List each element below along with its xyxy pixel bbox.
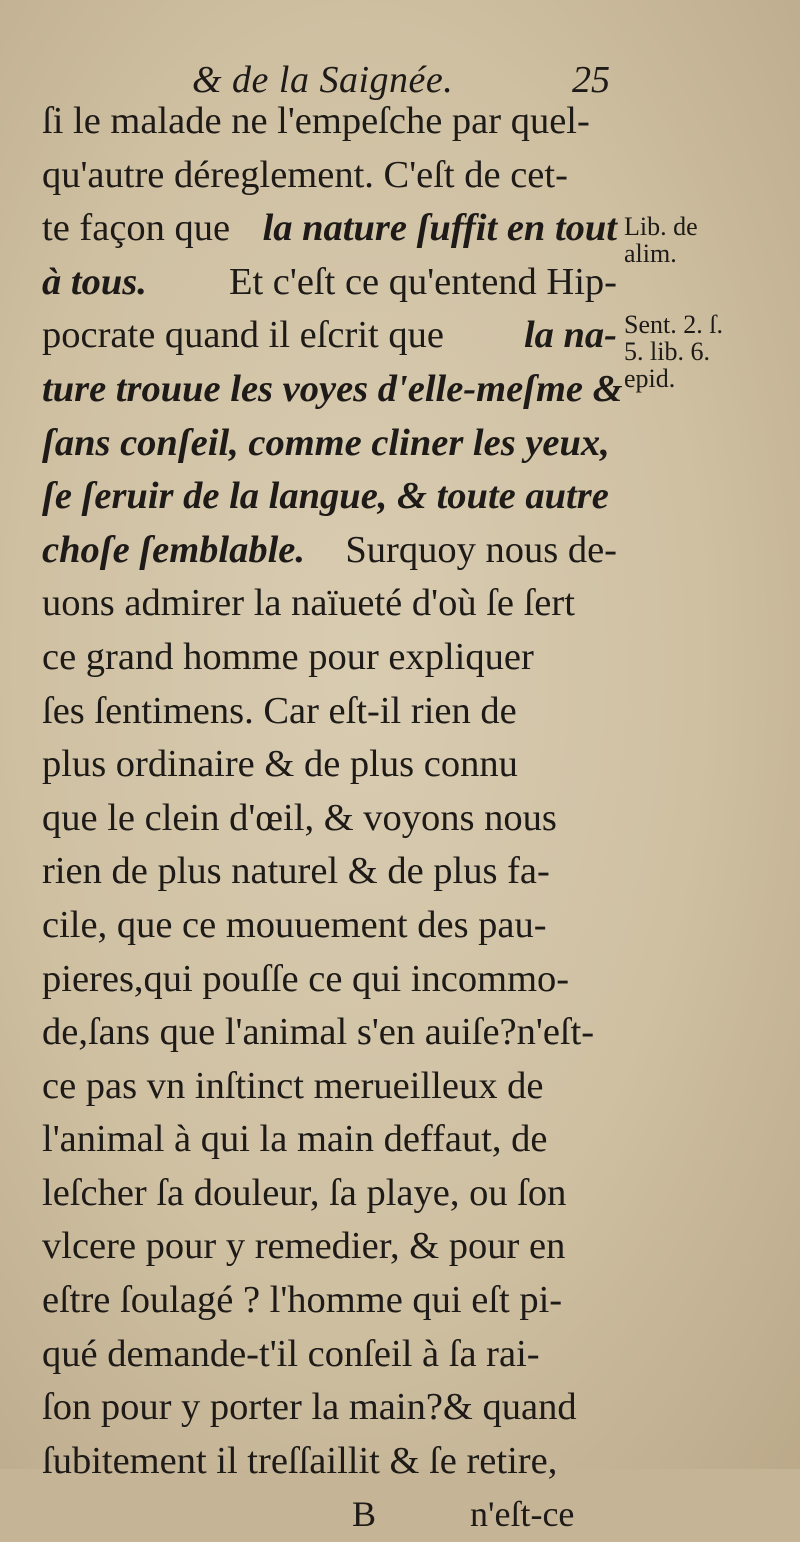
running-title: & de la Saignée.: [192, 59, 454, 101]
text-line: que le clein d'œil, & voyons nous: [42, 796, 557, 839]
body-text: [42, 95, 623, 1542]
footer-line: [42, 1488, 617, 1542]
text-line: ſe ſeruir de la langue, & toute autre: [42, 475, 609, 518]
text-line: ce grand homme pour expliquer: [42, 635, 534, 678]
margin-note-sent: Sent. 2. ſ. 5. lib. 6. epid.: [624, 310, 723, 393]
text-line: qué demande-t'il conſeil à ſa rai-: [42, 1332, 540, 1375]
text-line: ſans conſeil, comme cliner les yeux,: [42, 421, 610, 464]
text-line: ture trouue les voyes d'elle-meſme &: [42, 367, 623, 410]
text-line: uons admirer la naïueté d'où ſe ſert: [42, 582, 575, 625]
text-line: ſes ſentimens. Car eſt-il rien de: [42, 689, 517, 732]
text-line: te façon que la nature ſuffit en tout: [42, 207, 617, 250]
text-line: pieres,qui pouſſe ce qui incommo-: [42, 957, 570, 1000]
text-line: l'animal à qui la main deffaut, de: [42, 1118, 548, 1161]
page-number: 25: [572, 59, 610, 101]
catchword: n'eſt-ce: [470, 1494, 575, 1535]
text-line: ſubitement il treſſaillit & ſe retire,: [42, 1439, 558, 1482]
margin-note-lib-de-alim: Lib. de alim.: [624, 212, 698, 268]
text-line: eſtre ſoulagé ? l'homme qui eſt pi-: [42, 1279, 563, 1322]
text-line: ſi le malade ne l'empeſche par quel-: [42, 100, 590, 142]
signature-mark: B: [352, 1494, 377, 1535]
text-line: de,ſans que l'animal s'en auiſe?n'eſt-: [42, 1011, 595, 1054]
text-line: à tous. Et c'eſt ce qu'entend Hip-: [42, 260, 617, 303]
text-line: ſon pour y porter la main?& quand: [42, 1386, 577, 1429]
text-line: plus ordinaire & de plus connu: [42, 743, 518, 786]
text-line: leſcher ſa douleur, ſa playe, ou ſon: [42, 1171, 567, 1214]
text-line: qu'autre déreglement. C'eſt de cet-: [42, 153, 568, 196]
text-line: choſe ſemblable. Surquoy nous de-: [42, 528, 617, 571]
text-line: pocrate quand il eſcrit que la na-: [42, 314, 617, 357]
text-line: vlcere pour y remedier, & pour en: [42, 1225, 566, 1268]
text-line: ce pas vn inſtinct merueilleux de: [42, 1064, 544, 1107]
text-line: rien de plus naturel & de plus fa-: [42, 850, 550, 893]
text-line: cile, que ce mouuement des pau-: [42, 903, 547, 946]
